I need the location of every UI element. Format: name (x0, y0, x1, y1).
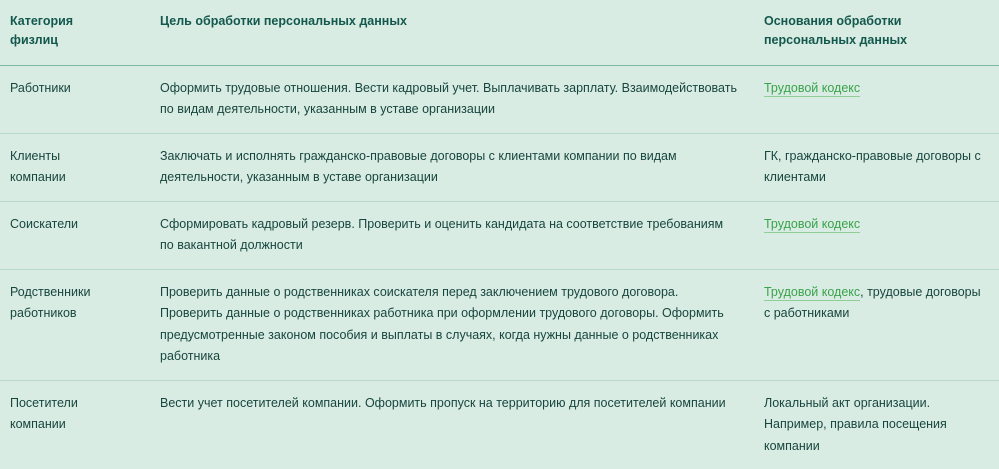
cell-purpose: Заключать и исполнять гражданско-правовые договоры с клиентами компании по видам деятельности, указанным в уставе организации (148, 133, 754, 201)
category-line1: Соискатели (10, 216, 79, 231)
category-line2: компании (10, 170, 66, 185)
cell-category (0, 65, 148, 133)
cell-basis (754, 380, 999, 469)
column-header-basis-line1: Основания обработки (764, 14, 902, 28)
table-row (0, 380, 999, 469)
table-row (0, 65, 999, 133)
column-header-basis-line2: персональных данных (764, 33, 908, 48)
table-row (0, 269, 999, 380)
column-header-purpose: Цель обработки персональных данных (148, 0, 754, 65)
table-row (0, 201, 999, 269)
table-header-row (0, 0, 999, 65)
category-line2: компании (10, 417, 66, 432)
column-header-category-line2: физлиц (10, 33, 58, 48)
category-line1: Клиенты (10, 148, 61, 163)
table-body (0, 65, 999, 469)
cell-purpose: Вести учет посетителей компании. Оформить пропуск на территорию для посетителей компании (148, 380, 754, 469)
basis-text: , трудовые договоры с работниками (764, 284, 981, 321)
cell-purpose: Проверить данные о родственниках соискателя перед заключением трудового договора. Проверить данные о родственниках работника при оформлении трудового договоры. Оформить предусмотренные законом пособия и выплаты в случаях, когда нужны данные о родственниках работника (148, 269, 754, 380)
cell-category (0, 380, 148, 469)
cell-purpose: Оформить трудовые отношения. Вести кадровый учет. Выплачивать зарплату. Взаимодействовать по видам деятельности, указанным в уставе организации (148, 65, 754, 133)
column-header-category (0, 0, 148, 65)
category-line1: Родственники (10, 284, 91, 299)
column-header-category-line1: Категория (10, 14, 74, 28)
cell-basis (754, 65, 999, 133)
cell-category (0, 133, 148, 201)
category-line2: работников (10, 306, 77, 321)
basis-link[interactable]: Трудовой кодекс (764, 284, 861, 299)
basis-text: ГК, гражданско-правовые договоры с клиентами (764, 148, 981, 185)
basis-text: Локальный акт организации. Например, правила посещения компании (764, 395, 947, 453)
cell-basis (754, 269, 999, 380)
cell-purpose: Сформировать кадровый резерв. Проверить и оценить кандидата на соответствие требованиям по вакантной должности (148, 201, 754, 269)
cell-category (0, 201, 148, 269)
cell-category (0, 269, 148, 380)
category-line1: Посетители (10, 395, 78, 410)
basis-link[interactable]: Трудовой кодекс (764, 80, 861, 95)
basis-link[interactable]: Трудовой кодекс (764, 216, 861, 231)
cell-basis (754, 133, 999, 201)
column-header-basis (754, 0, 999, 65)
cell-basis (754, 201, 999, 269)
table-row (0, 133, 999, 201)
category-line1: Работники (10, 80, 71, 95)
table-header (0, 0, 999, 65)
